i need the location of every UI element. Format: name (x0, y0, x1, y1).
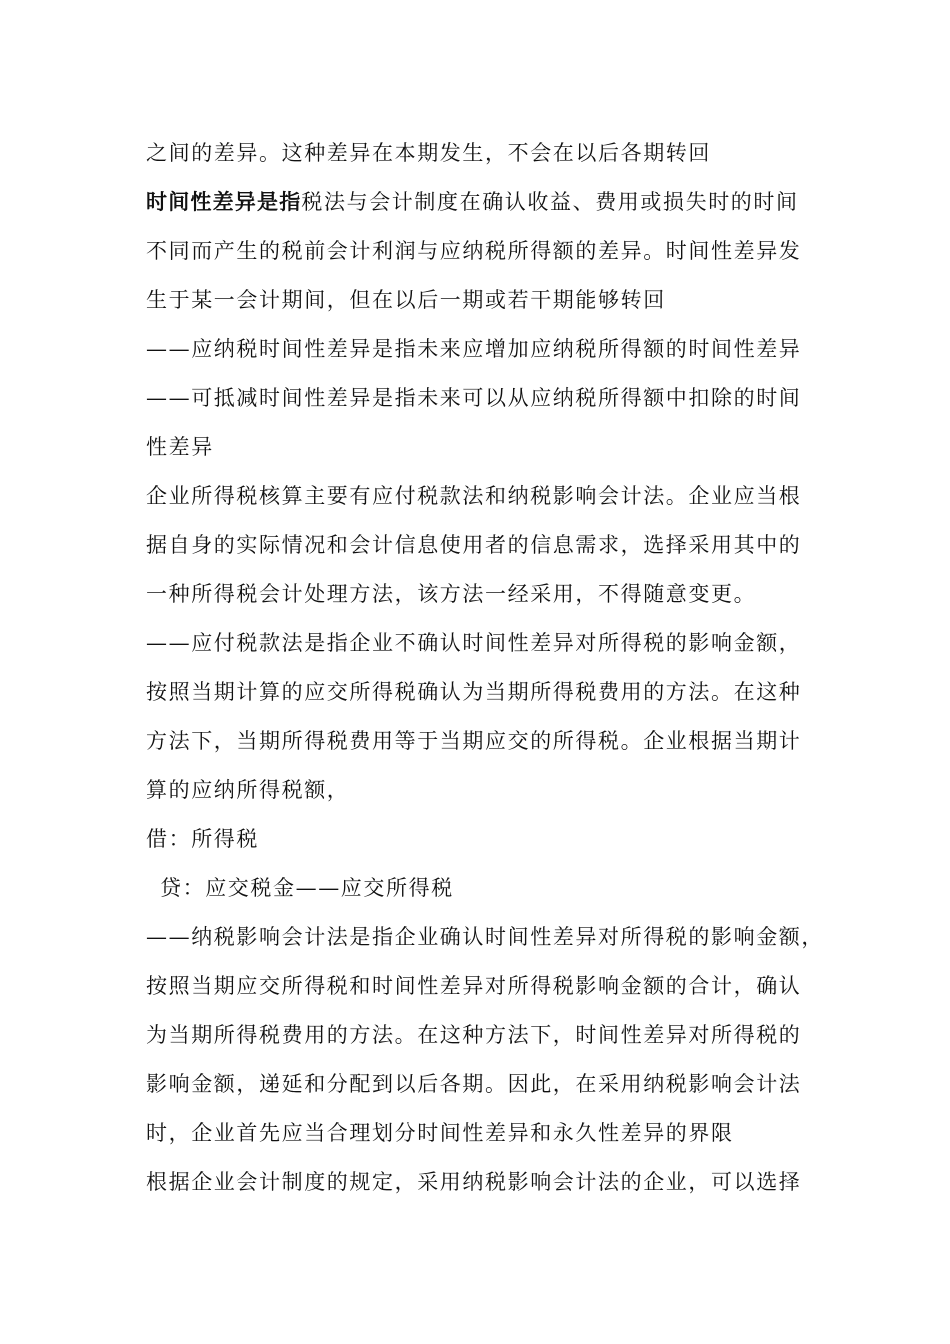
text-line: 生于某一会计期间，但在以后一期或若干期能够转回 (146, 288, 666, 312)
journal-debit: 借：所得税 (146, 827, 259, 851)
text-line: 算的应纳所得税额， (146, 778, 350, 802)
text-line: ——纳税影响会计法是指企业确认时间性差异对所得税的影响金额， (146, 925, 824, 949)
text-line: 不同而产生的税前会计利润与应纳税所得额的差异。时间性差异发 (146, 239, 802, 263)
text-line: 一种所得税会计处理方法，该方法一经采用，不得随意变更。 (146, 582, 757, 606)
text-line: 影响金额，递延和分配到以后各期。因此，在采用纳税影响会计法 (146, 1072, 802, 1096)
text-line: ——应付税款法是指企业不确认时间性差异对所得税的影响金额， (146, 631, 802, 655)
definition-text: 税法与会计制度在确认收益、费用或损失时的时间 (301, 190, 799, 214)
text-line: ——可抵减时间性差异是指未来可以从应纳税所得额中扣除的时间 (146, 386, 802, 410)
bold-term: 时间性差异是指 (146, 190, 302, 214)
text-line: 时，企业首先应当合理划分时间性差异和永久性差异的界限 (146, 1121, 734, 1145)
text-line: 方法下，当期所得税费用等于当期应交的所得税。企业根据当期计 (146, 729, 802, 753)
text-line: 之间的差异。这种差异在本期发生，不会在以后各期转回 (146, 141, 711, 165)
text-line: ——应纳税时间性差异是指未来应增加应纳税所得额的时间性差异 (146, 337, 802, 361)
text-line: 根据企业会计制度的规定，采用纳税影响会计法的企业，可以选择 (146, 1170, 802, 1194)
text-line: 企业所得税核算主要有应付税款法和纳税影响会计法。企业应当根 (146, 484, 802, 508)
text-line: 按照当期计算的应交所得税确认为当期所得税费用的方法。在这种 (146, 680, 802, 704)
text-line: 按照当期应交所得税和时间性差异对所得税影响金额的合计，确认 (146, 974, 802, 998)
text-line: 性差异 (146, 435, 214, 459)
text-line: 为当期所得税费用的方法。在这种方法下，时间性差异对所得税的 (146, 1023, 802, 1047)
text-line: 据自身的实际情况和会计信息使用者的信息需求，选择采用其中的 (146, 533, 802, 557)
journal-credit: 贷：应交税金——应交所得税 (160, 876, 454, 900)
text-line-definition (146, 182, 799, 222)
